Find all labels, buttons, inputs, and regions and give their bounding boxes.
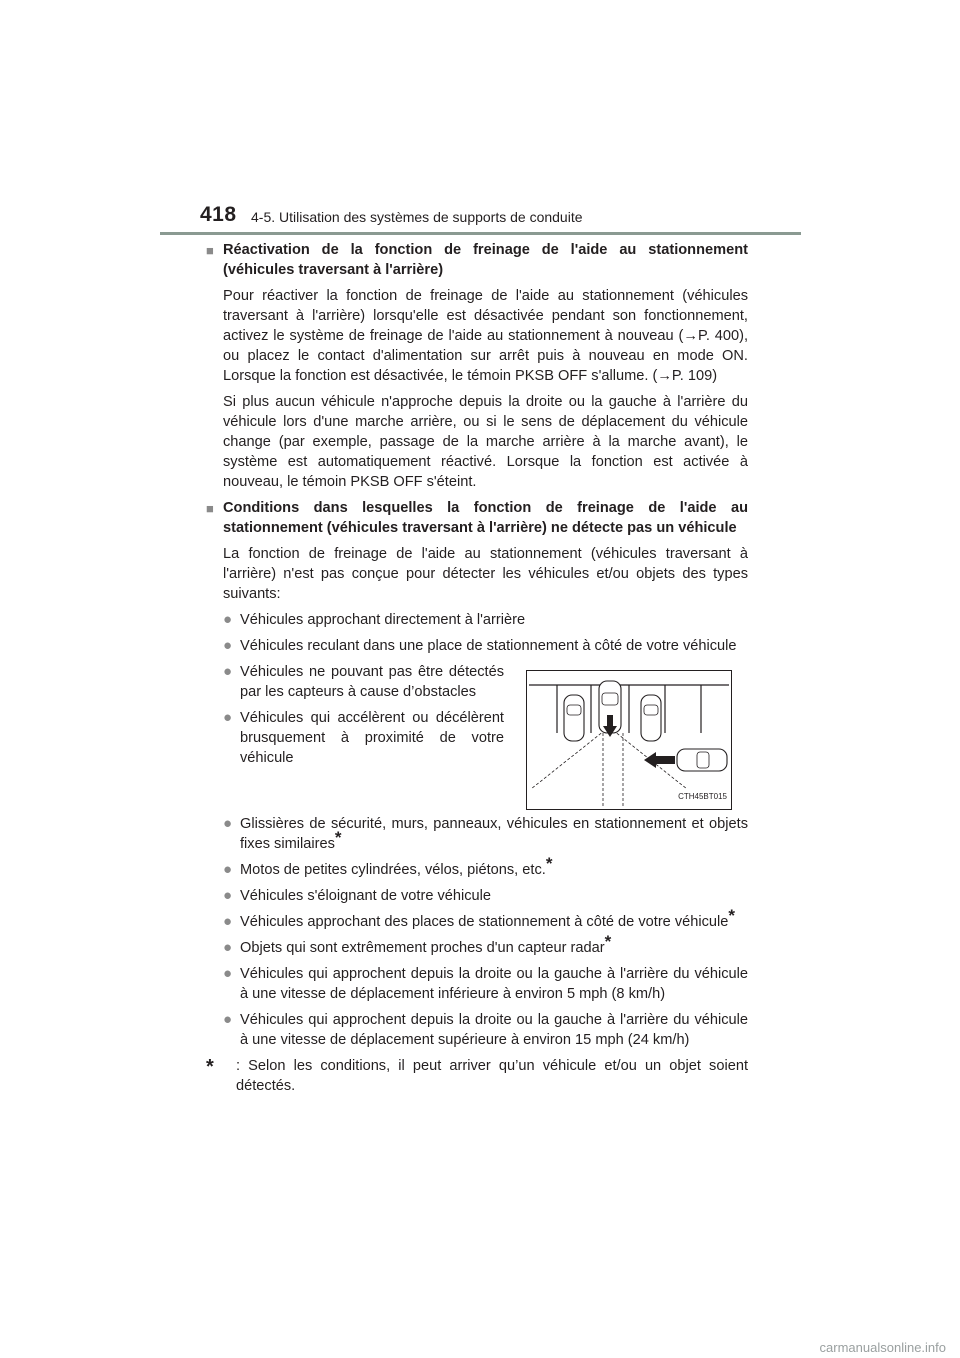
paragraph: La fonction de freinage de l'aide au stationnement (véhicules traversant à l'arrière) n'est pas conçue pour détecter les véhicules et/ou objets des types suivants: (223, 546, 748, 602)
figure-caption: CTH45BT015 (678, 792, 727, 801)
list-item-text: Véhicules s'éloignant de votre véhicule (240, 888, 492, 904)
figure-row (206, 662, 748, 810)
header-rule (160, 232, 801, 235)
bullet-dot-icon: ● (223, 1011, 233, 1028)
list-item (206, 1010, 748, 1050)
parking-illustration (526, 670, 732, 810)
asterisk-icon: * (545, 854, 553, 873)
list-item-text: Véhicules qui approchent depuis la droite ou la gauche à l'arrière du véhicule à une vitesse de déplacement inférieure à environ 5 mph (8 km/h) (240, 966, 748, 1002)
list-item-text: Véhicules qui approchent depuis la droite ou la gauche à l'arrière du véhicule à une vitesse de déplacement supérieure à environ 15 mph (24 km/h) (240, 1012, 748, 1048)
list-item (206, 610, 748, 630)
bullet-dot-icon: ● (223, 663, 233, 680)
list-item (206, 708, 504, 768)
list-item-text: Glissières de sécurité, murs, panneaux, véhicules en stationnement et objets fixes similaires* (240, 816, 748, 852)
list-item-text: Véhicules ne pouvant pas être détectés par les capteurs à cause d’obstacles (240, 664, 504, 700)
list-item-text: Véhicules approchant des places de stationnement à côté de votre véhicule* (240, 906, 736, 930)
parked-car (564, 695, 584, 741)
list-item-text: Motos de petites cylindrées, vélos, piétons, etc.* (240, 854, 553, 878)
asterisk-icon: * (206, 1056, 214, 1078)
parked-car (641, 695, 661, 741)
bullet-dot-icon: ● (223, 815, 233, 832)
square-bullet-icon: ■ (206, 501, 214, 516)
list-item-text: Véhicules approchant directement à l'arrière (240, 612, 526, 628)
list-item (206, 854, 748, 880)
square-bullet-icon: ■ (206, 243, 214, 258)
list-item (206, 886, 748, 906)
footnote-text: : Selon les conditions, il peut arriver qu’un véhicule et/ou un objet soient détectés. (236, 1058, 748, 1094)
list-item (206, 906, 748, 932)
asterisk-icon: * (334, 828, 342, 847)
bullet-dot-icon: ● (223, 709, 233, 726)
page-content (206, 240, 748, 1096)
page-number: 418 (200, 203, 237, 226)
list-item (206, 662, 504, 702)
list-item (206, 814, 748, 854)
bullet-dot-icon: ● (223, 611, 233, 628)
list-item-text: Véhicules reculant dans une place de stationnement à côté de votre véhicule (240, 638, 737, 654)
bullet-dot-icon: ● (223, 965, 233, 982)
bullet-dot-icon: ● (223, 861, 233, 878)
approach-arrow-shaft (655, 756, 675, 764)
list-item (206, 964, 748, 1004)
asterisk-icon: * (604, 932, 612, 951)
approach-arrow-head (644, 752, 656, 768)
list-item (206, 932, 748, 958)
watermark: carmanualsonline.info (819, 1340, 946, 1355)
list-item-text: Objets qui sont extrêmement proches d'un capteur radar* (240, 932, 612, 956)
list-item-text: Véhicules qui accélèrent ou décélèrent brusquement à proximité de votre véhicule (240, 710, 504, 766)
asterisk-icon: * (728, 906, 736, 925)
bullet-dot-icon: ● (223, 887, 233, 904)
heading-text: Conditions dans lesquelles la fonction de freinage de l'aide au stationnement (véhicules traversant à l'arrière) ne détecte pas un véhicule (223, 500, 748, 536)
footnote-mark (206, 1056, 236, 1096)
heading-text: Réactivation de la fonction de freinage de l'aide au stationnement (véhicules traversant à l'arrière) (223, 242, 748, 278)
paragraph: Pour réactiver la fonction de freinage de l'aide au stationnement (véhicules traversant à l'arrière) lorsqu'elle est désactivée pendant son fonctionnement, activez le système de freinage de l'aide au stationnement à nouveau (→P. 400), ou placez le contact d'alimentation sur arrêt puis à nouveau en mode ON. Lorsque la fonction est désactivée, le témoin PKSB OFF s'allume. (→P. 109) (223, 288, 748, 384)
list-item (206, 636, 748, 656)
heading-conditions (206, 498, 748, 538)
figure-side-list (206, 662, 504, 774)
reverse-arrow-shaft (607, 715, 613, 727)
bullet-dot-icon: ● (223, 939, 233, 956)
bullet-dot-icon: ● (223, 637, 233, 654)
paragraph: Si plus aucun véhicule n'approche depuis la droite ou la gauche à l'arrière du véhicule lors d'une marche arrière, ou si le sens de déplacement du véhicule change (par exemple, passage de la marche arrière à la marche avant), le système est automatiquement réactivé. Lorsque la fonction est activée à nouveau, le témoin PKSB OFF s'éteint. (223, 394, 748, 490)
bullet-dot-icon: ● (223, 913, 233, 930)
footnote (206, 1056, 748, 1096)
heading-reactivation (206, 240, 748, 280)
section-title: 4-5. Utilisation des systèmes de supports de conduite (251, 209, 583, 225)
